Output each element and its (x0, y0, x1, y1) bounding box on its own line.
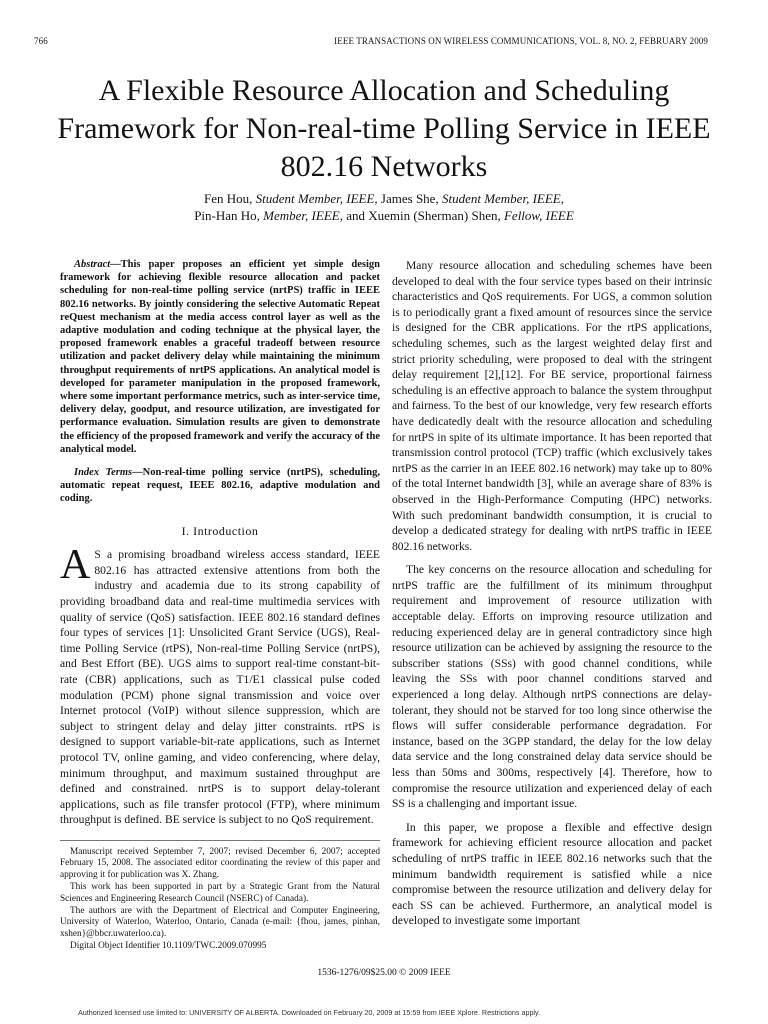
author-role: Fellow, IEEE (503, 208, 574, 223)
author-role: Member, IEEE, (263, 208, 343, 223)
footnote: The authors are with the Department of Electrical and Computer Engineering, University of Waterloo, Waterloo, Ontario, Canada (e-mail: {fhou, james, pinhan, xshen}@bbcr.uwaterloo.ca). (60, 905, 380, 939)
author-name: James She, (380, 191, 439, 206)
index-terms-label: Index Terms (74, 467, 133, 479)
author-line-2 (40, 207, 728, 224)
index-terms (60, 466, 380, 506)
footnote: This work has been supported in part by a Strategic Grant from the Natural Sciences and Engineering Research Council (NSERC) of Canada). (60, 882, 380, 904)
section-heading: I. Introduction (181, 523, 259, 538)
footnote: Manuscript received September 7, 2007; revised December 6, 2007; accepted February 15, 2008. The associated editor coordinating the review of this paper and approving it for publication was X. Zhang. (60, 846, 380, 880)
abstract-text: —This paper proposes an efficient yet simple design framework for achieving flexible resource allocation and packet scheduling for non-real-time polling service (nrtPS) traffic in IEEE 802.16 networks. By jointly considering the selective Automatic Repeat reQuest mechanism at the media access control layer as well as the adaptive modulation and coding technique at the physical layer, the proposed framework enables a graceful tradeoff between resource utilization and packet delivery delay while maintaining the minimum throughput requirements of nrtPS applications. An analytical model is developed for parameter manipulation in the proposed framework, where some important performance metrics, such as inter-service time, delivery delay, goodput, and resource utilization, are investigated for performance evaluation. Simulation results are given to demonstrate the efficiency of the proposed framework and verify the accuracy of the analytical model. (60, 259, 380, 455)
journal-header: IEEE TRANSACTIONS ON WIRELESS COMMUNICATIONS, VOL. 8, NO. 2, FEBRUARY 2009 (334, 36, 708, 46)
author-name: Fen Hou, (204, 191, 253, 206)
index-terms-text: —Non-real-time polling service (nrtPS), scheduling, automatic repeat request, IEEE 802.16, adaptive modulation and coding. (60, 467, 380, 505)
license-notice: Authorized licensed use limited to: UNIVERSITY OF ALBERTA. Downloaded on February 20, 2009 at 15:59 from IEEE Xplore. Restrictions apply. (78, 1008, 541, 1017)
body-paragraph: Many resource allocation and scheduling schemes have been developed to deal with the four service types based on their intrinsic characteristics and QoS requirements. For UGS, a common solution is to periodically grant a fixed amount of resources since the service is designed for the CBR applications. For the rtPS applications, scheduling schemes, such as the largest weighted delay first and strict priority scheduling, were proposed to deal with the stringent delay requirement [2],[12]. For BE service, proportional fairness scheduling is an effective approach to balance the system throughput and fairness. To the best of our knowledge, very few research efforts have dedicatedly dealt with the resource allocation and scheduling for nrtPS in spite of its ultimate importance. It has been reported that transmission control protocol (TCP) traffic (which exclusively takes nrtPS as the carrier in an IEEE 802.16 network) may take up to 80% of the total Internet bandwidth [3], while an average share of 83% is observed in the High-Performance Computing (HPC) networks. With such predominant bandwidth consumption, it is crucial to develop a dedicated strategy for dealing with nrtPS traffic in IEEE 802.16 networks. (392, 259, 712, 553)
author-role: Student Member, IEEE, (255, 191, 378, 206)
author-name: Pin-Han Ho, (194, 208, 260, 223)
drop-cap: A (60, 542, 91, 589)
footnote-doi: Digital Object Identifier 10.1109/TWC.2009.070995 (70, 941, 267, 952)
footnotes (60, 840, 380, 953)
copyright-line: 1536-1276/09$25.00 © 2009 IEEE (317, 968, 451, 978)
author-name: and Xuemin (Sherman) Shen, (346, 208, 501, 223)
left-column (60, 258, 380, 953)
paper-title: A Flexible Resource Allocation and Scheduling Framework for Non-real-time Polling Service in IEEE 802.16 Networks (57, 74, 711, 183)
intro-paragraph (60, 542, 380, 828)
abstract-label: Abstract (74, 259, 111, 270)
page-number: 766 (34, 36, 48, 46)
author-role: Student Member, IEEE, (441, 191, 564, 206)
intro-text: S a promising broadband wireless access standard, IEEE 802.16 has attracted extensive attentions from both the industry and academia due to its strong capability of providing broadband data and real-time multimedia services with quality of service (QoS) satisfaction. IEEE 802.16 standard defines four types of services [1]: Unsolicited Grant Service (UGS), Real-time Polling Service (rtPS), Non-real-time Polling Service (nrtPS), and Best Effort (BE). UGS aims to support real-time constant-bit-rate (CBR) applications, such as T1/E1 classical pulse coded modulation (PCM) phone signal transmission and voice over Internet protocol (VoIP) without silence suppression, which are subject to stringent delay and delay jitter constraints. rtPS is designed to support variable-bit-rate applications, such as Internet protocol TV, online gaming, and video conferencing, where delay, minimum throughput, and maximum sustained throughput are defined and constrained. nrtPS is to support delay-tolerant applications, such as file transfer protocol (FTP), where minimum throughput is defined. BE service is subject to no QoS requirement. (60, 548, 380, 827)
abstract (60, 258, 380, 456)
right-column (392, 258, 712, 929)
body-paragraph: The key concerns on the resource allocation and scheduling for nrtPS traffic are the fulfillment of its minimum throughput requirement and improvement of resource utilization with acceptable delay. Efforts on improving resource utilization and reducing experienced delay are in general contradictory since high resource utilization can be achieved by assigning the resource to the subscriber stations (SSs) with good channel conditions, while leaving the SSs with poor channel conditions starved and experienced a long delay. Although nrtPS connections are delay-tolerant, they should not be starved for too long since otherwise the flows will suffer considerable performance degradation. For instance, based on the 3GPP standard, the delay for the low delay data service and the long constrained delay data service should be less than 50ms and 300ms, respectively [4]. Therefore, how to compromise the resource utilization and experienced delay of each SS is a challenging and important issue. (392, 563, 712, 811)
author-line-1 (40, 190, 728, 207)
body-paragraph: In this paper, we propose a flexible and effective design framework for achieving efficient resource allocation and packet scheduling of nrtPS traffic in IEEE 802.16 networks such that the minimum bandwidth requirement is satisfied while a nice compromise between the resource utilization and delivery delay for each SS can be achieved. Furthermore, an analytical model is developed to investigate some important (392, 820, 712, 928)
author-list (40, 190, 728, 224)
